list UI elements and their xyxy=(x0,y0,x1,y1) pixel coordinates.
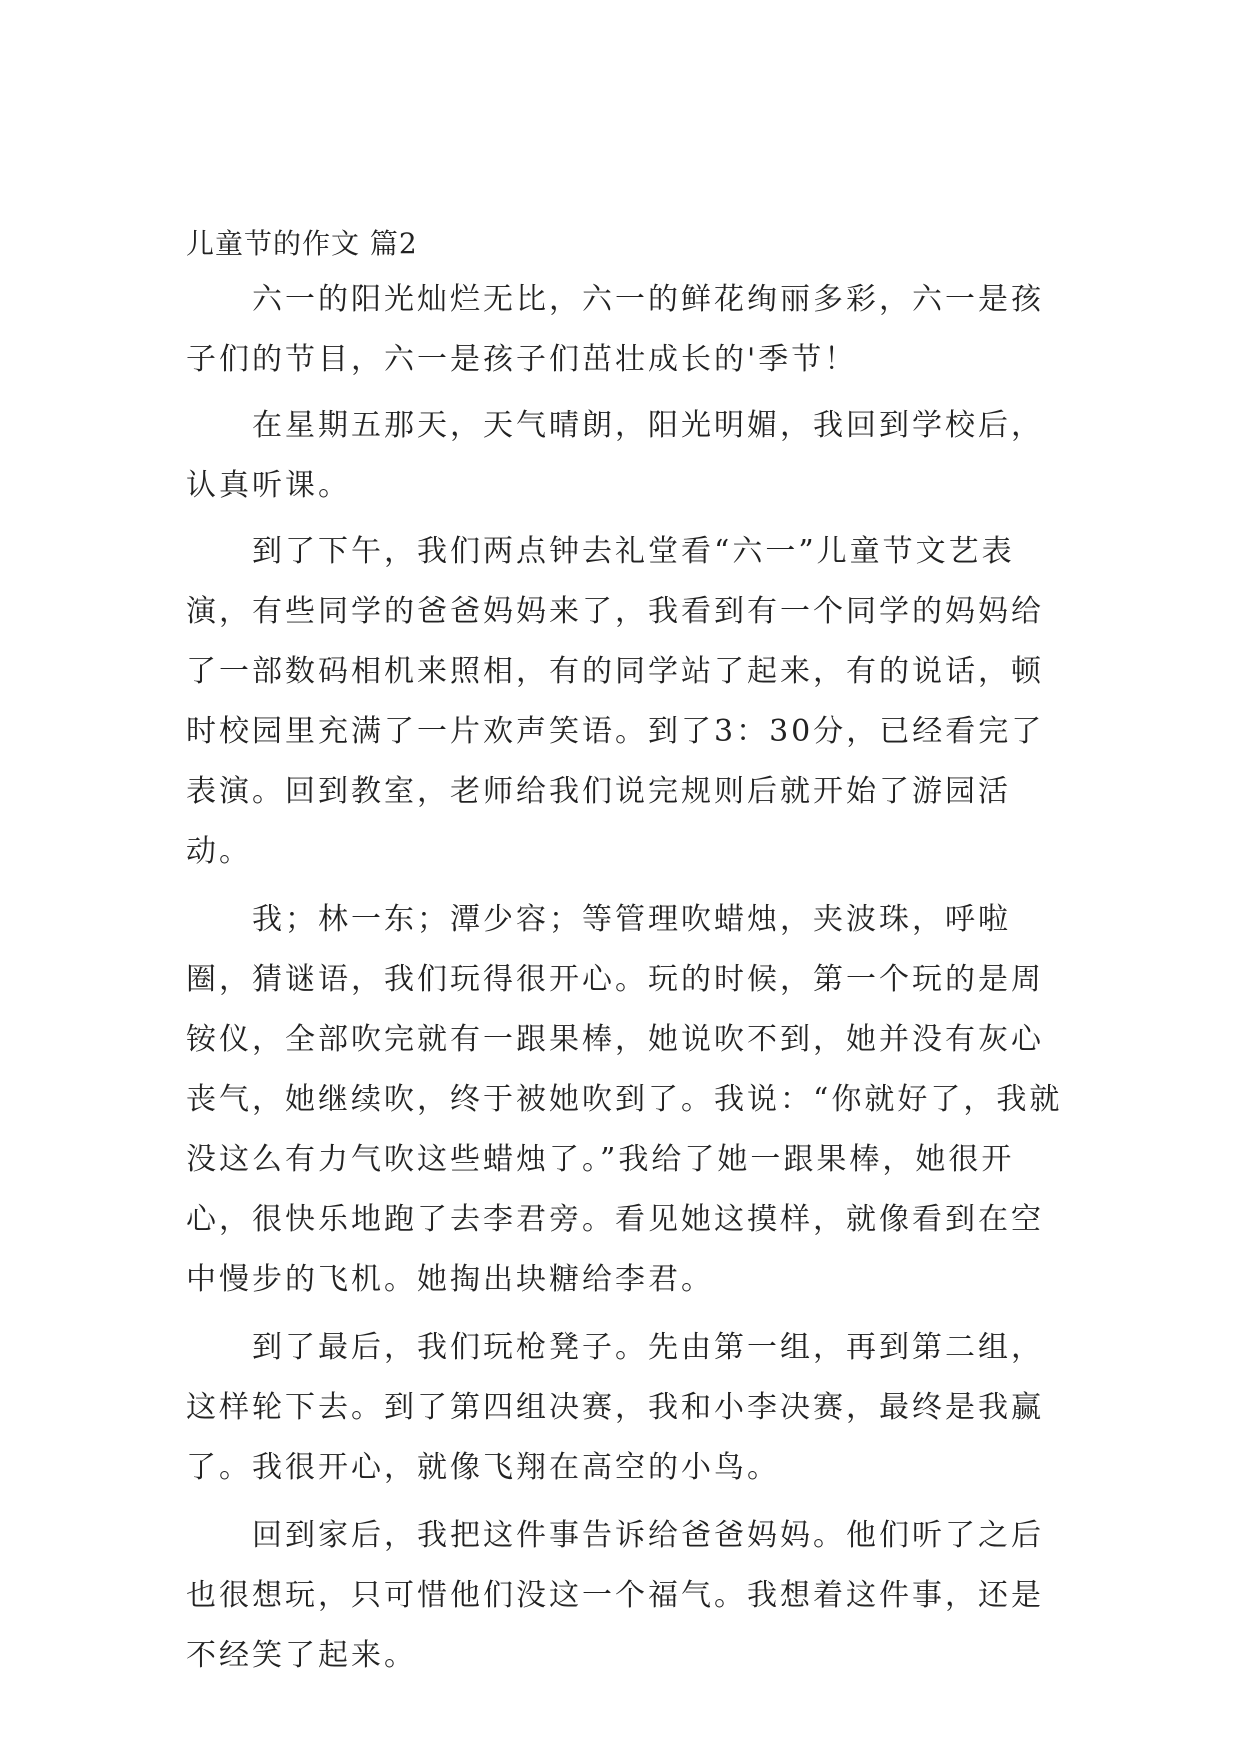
paragraph-2: 在星期五那天，天气晴朗，阳光明媚，我回到学校后，认真听课。 xyxy=(186,408,1044,503)
paragraph-1: 六一的阳光灿烂无比，六一的鲜花绚丽多彩，六一是孩子们的节目，六一是孩子们茁壮成长的'季节！ xyxy=(186,282,1044,377)
essay-title: 儿童节的作文 篇2 xyxy=(186,227,418,260)
paragraph-6: 回到家后，我把这件事告诉给爸爸妈妈。他们听了之后也很想玩，只可惜他们没这一个福气。我想着这件事，还是不经笑了起来。 xyxy=(186,1518,1044,1673)
paragraph-3: 到了下午，我们两点钟去礼堂看“六一”儿童节文艺表演，有些同学的爸爸妈妈来了，我看到有一个同学的妈妈给了一部数码相机来照相，有的同学站了起来，有的说话，顿时校园里充满了一片欢声笑语。到了3：30分，已经看完了表演。回到教室，老师给我们说完规则后就开始了游园活动。 xyxy=(186,534,1045,869)
paragraph-4: 我；林一东；潭少容；等管理吹蜡烛，夹波珠，呼啦圈，猜谜语，我们玩得很开心。玩的时候，第一个玩的是周铵仪，全部吹完就有一跟果棒，她说吹不到，她并没有灰心丧气，她继续吹，终于被她吹到了。我说：“你就好了，我就没这么有力气吹这些蜡烛了。”我给了她一跟果棒，她很开心，很快乐地跑了去李君旁。看见她这摸样，就像看到在空中慢步的飞机。她掏出块糖给李君。 xyxy=(186,902,1063,1297)
essay-content xyxy=(186,222,1066,1686)
paragraph-5: 到了最后，我们玩枪凳子。先由第一组，再到第二组，这样轮下去。到了第四组决赛，我和小李决赛，最终是我赢了。我很开心，就像飞翔在高空的小鸟。 xyxy=(186,1330,1044,1485)
